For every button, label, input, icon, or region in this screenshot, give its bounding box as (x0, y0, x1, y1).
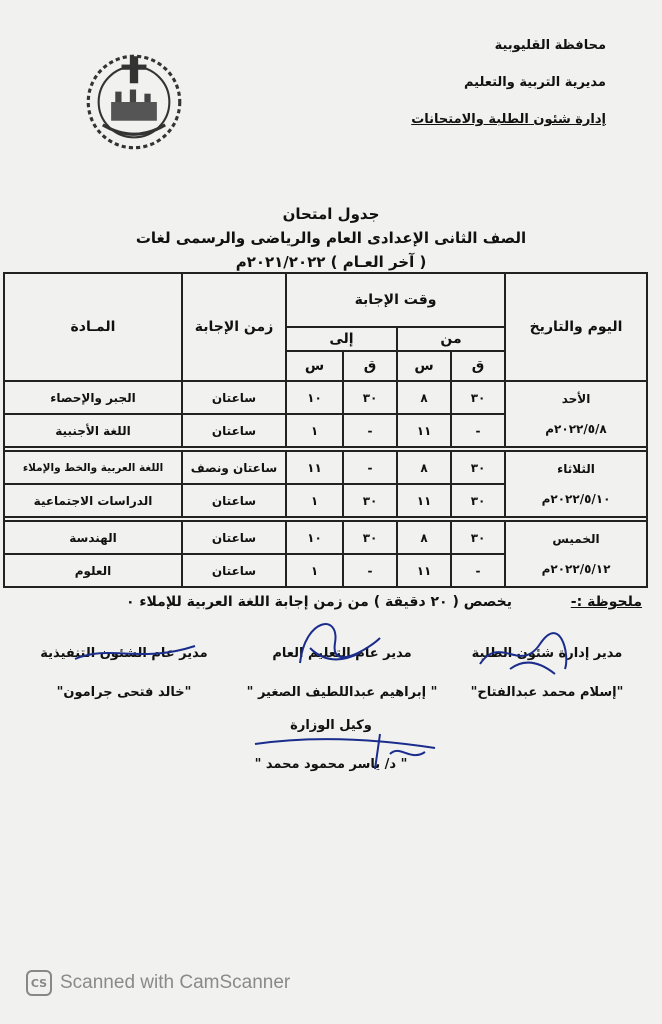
subject: الجبر والإحصاء (4, 381, 182, 414)
to-hour: ١ (286, 484, 343, 517)
from-minute: - (451, 414, 505, 447)
header-duration: زمن الإجابة (182, 273, 286, 381)
document-header (386, 38, 606, 149)
signature-title: مدير إدارة شئون الطلبة (471, 646, 623, 661)
signature-title: مدير عام التعليم العام (272, 646, 412, 661)
note-text: يخصص ( ٢٠ دقيقة ) من زمن إجابة اللغة العربية للإملاء ٠ (125, 594, 512, 610)
subject: الدراسات الاجتماعية (4, 484, 182, 517)
signature-name: "خالد فتحى جرامون" (56, 685, 192, 700)
exam-date: ٢٠٢٢/٥/٨م (545, 422, 607, 436)
title-line-3: ( آخر العـام ) ٢٠٢١/٢٠٢٢م (235, 253, 427, 271)
to-minute: ٣٠ (343, 381, 397, 414)
header-day-date: اليوم والتاريخ (505, 273, 647, 381)
directorate-line: مديرية التربية والتعليم (463, 75, 606, 90)
header-answer-time: وقت الإجابة (286, 273, 505, 327)
table-row (4, 521, 647, 554)
camscanner-watermark (26, 970, 290, 996)
duration: ساعتان (182, 484, 286, 517)
from-minute: ٣٠ (451, 484, 505, 517)
exam-titles (0, 202, 662, 274)
from-minute: - (451, 554, 505, 587)
camscanner-text: Scanned with CamScanner (60, 972, 291, 993)
exam-date: ٢٠٢٢/٥/١٠م (541, 492, 611, 506)
note-label: ملحوظة :- (570, 594, 642, 610)
emblem-logo-icon (82, 50, 186, 154)
header-from-hour: س (397, 351, 451, 381)
day-date-cell (505, 521, 647, 587)
signature-title: وكيل الوزارة (290, 718, 372, 733)
title-line-1: جدول امتحان (282, 205, 380, 223)
to-minute: - (343, 414, 397, 447)
day-name: الأحد (561, 392, 591, 406)
subject: الهندسة (4, 521, 182, 554)
from-hour: ٨ (397, 521, 451, 554)
signature-name: " د/ ياسر محمود محمد " (254, 757, 408, 772)
duration: ساعتان (182, 414, 286, 447)
from-hour: ٨ (397, 451, 451, 484)
to-minute: - (343, 451, 397, 484)
signature-title: مدير عام الشئون التنفيذية (40, 646, 208, 661)
signature-name: "إسلام محمد عبدالفتاح" (470, 685, 624, 700)
day-date-cell (505, 451, 647, 517)
to-minute: ٣٠ (343, 484, 397, 517)
header-to: إلى (286, 327, 397, 351)
from-minute: ٣٠ (451, 381, 505, 414)
from-hour: ١١ (397, 554, 451, 587)
to-minute: - (343, 554, 397, 587)
duration: ساعتان (182, 381, 286, 414)
to-hour: ١٠ (286, 521, 343, 554)
subject: اللغة الأجنبية (4, 414, 182, 447)
header-from: من (397, 327, 505, 351)
to-hour: ١ (286, 554, 343, 587)
day-name: الخميس (552, 532, 600, 546)
header-from-minute: ق (451, 351, 505, 381)
title-line-2: الصف الثانى الإعدادى العام والرياضى والرسمى لغات (135, 229, 527, 247)
header-to-hour: س (286, 351, 343, 381)
governorate-line: محافظة القليوبية (494, 38, 606, 53)
handwritten-signature-icon (280, 608, 390, 678)
to-hour: ١٠ (286, 381, 343, 414)
from-hour: ١١ (397, 414, 451, 447)
to-minute: ٣٠ (343, 521, 397, 554)
to-hour: ١ (286, 414, 343, 447)
handwritten-signature-icon (250, 724, 440, 774)
department-line: إدارة شئون الطلبة والامتحانات (411, 112, 606, 127)
handwritten-signature-icon (70, 634, 200, 674)
duration: ساعتان (182, 554, 286, 587)
signature-name: " إبراهيم عبداللطيف الصغير " (246, 685, 438, 700)
header-to-minute: ق (343, 351, 397, 381)
camscanner-logo-icon: CS (26, 970, 52, 996)
duration: ساعتان ونصف (182, 451, 286, 484)
header-subject: المـادة (4, 273, 182, 381)
from-minute: ٣٠ (451, 451, 505, 484)
exam-schedule-table (3, 272, 648, 588)
from-hour: ٨ (397, 381, 451, 414)
table-row (4, 451, 647, 484)
day-name: الثلاثاء (557, 462, 595, 476)
from-minute: ٣٠ (451, 521, 505, 554)
subject: العلوم (4, 554, 182, 587)
to-hour: ١١ (286, 451, 343, 484)
day-date-cell (505, 381, 647, 447)
table-row (4, 381, 647, 414)
subject: اللغة العربية والخط والإملاء (4, 451, 182, 484)
duration: ساعتان (182, 521, 286, 554)
from-hour: ١١ (397, 484, 451, 517)
exam-date: ٢٠٢٢/٥/١٢م (541, 562, 611, 576)
handwritten-signature-icon (470, 624, 580, 684)
